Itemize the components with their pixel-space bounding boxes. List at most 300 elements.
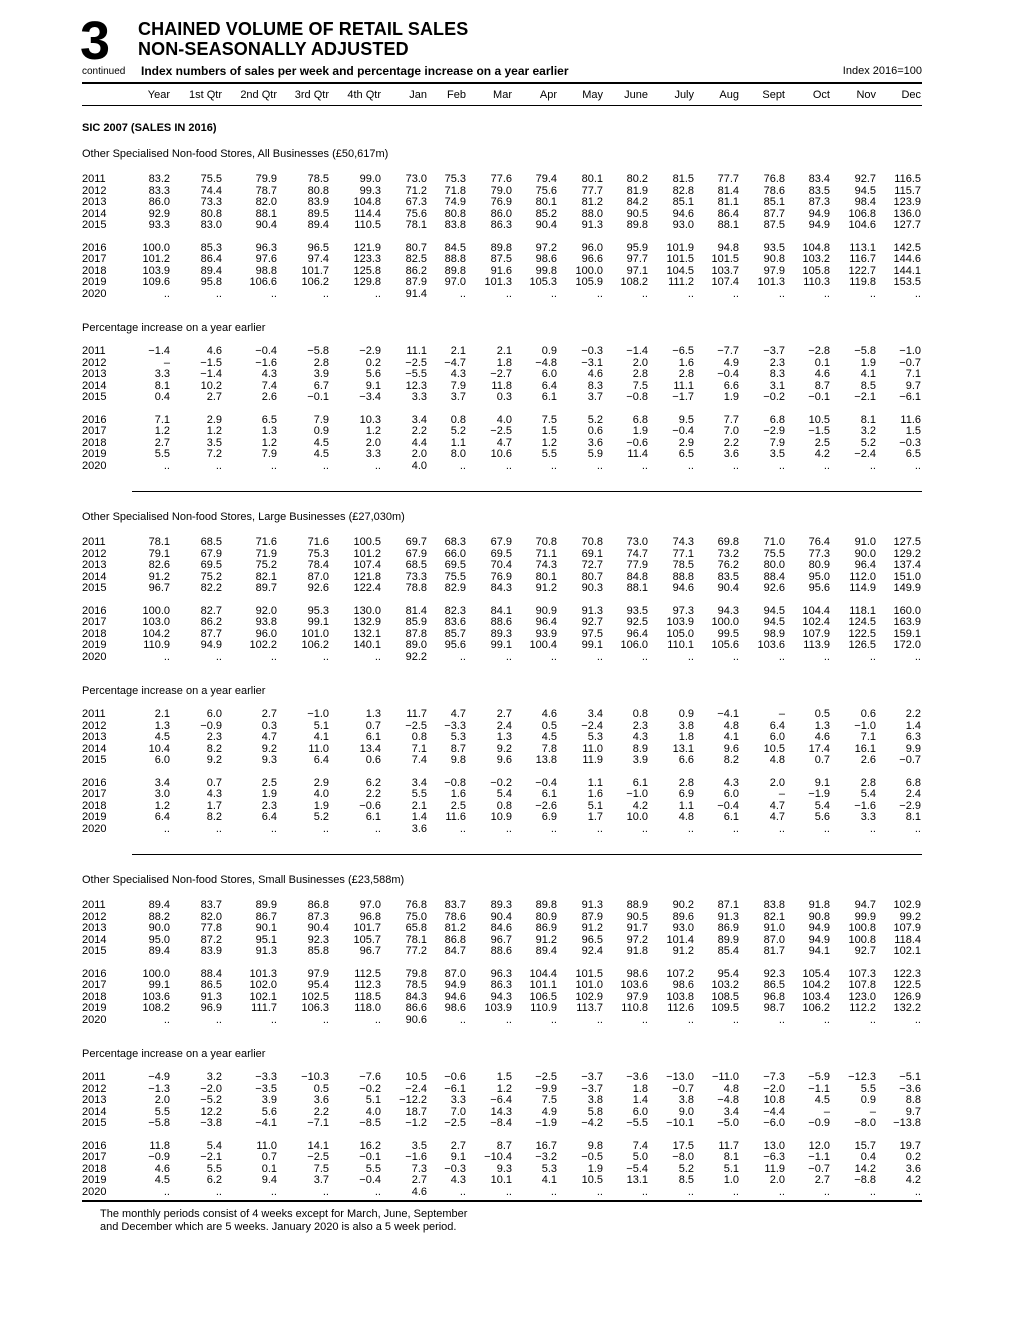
- table-cell: 12.2: [200, 1105, 222, 1118]
- table-cell: 85.2: [535, 207, 557, 220]
- table-cell: −3.3: [255, 1071, 277, 1083]
- table-cell: ..: [459, 287, 466, 300]
- table-cell: 90.6: [405, 1013, 427, 1026]
- table-cell: 122.7: [848, 264, 876, 277]
- table-cell: ..: [596, 650, 603, 663]
- table-cell: 77.9: [626, 559, 648, 571]
- table-cell: 2.8: [678, 776, 694, 789]
- table-cell: 11.1: [673, 379, 694, 392]
- table-cell: 97.0: [444, 276, 466, 288]
- year-label: 2012: [82, 1082, 107, 1095]
- table-cell: 2.8: [678, 368, 694, 380]
- table-cell: 95.8: [200, 276, 222, 288]
- table-cell: 98.9: [763, 627, 785, 640]
- table-cell: 68.5: [200, 536, 222, 548]
- table-cell: 2.2: [411, 425, 427, 437]
- table-cell: −7.3: [763, 1071, 785, 1083]
- table-cell: 14.3: [490, 1105, 512, 1118]
- table-cell: 8.0: [450, 448, 466, 460]
- table-cell: 119.8: [849, 276, 876, 288]
- table-cell: 18.7: [405, 1105, 427, 1118]
- table-cell: 1.6: [587, 788, 603, 800]
- table-cell: 107.4: [353, 559, 381, 571]
- table-cell: 7.5: [632, 379, 648, 392]
- table-cell: 101.5: [711, 253, 739, 265]
- table-cell: 105.9: [575, 276, 603, 288]
- table-cell: 104.8: [353, 196, 381, 208]
- table-cell: 123.3: [353, 253, 381, 265]
- table-cell: 92.7: [854, 945, 876, 957]
- header-rule: [82, 105, 922, 106]
- table-cell: –: [778, 788, 785, 800]
- table-cell: 96.9: [200, 1002, 222, 1014]
- table-cell: 7.0: [450, 1105, 466, 1118]
- sic-heading: SIC 2007 (SALES IN 2016): [82, 122, 217, 134]
- table-cell: 9.1: [814, 776, 830, 789]
- table-cell: −1.4: [148, 345, 170, 357]
- table-cell: 85.1: [763, 196, 785, 208]
- table-cell: 9.6: [496, 754, 512, 766]
- table-cell: 9.1: [365, 379, 381, 392]
- column-header: 1st Qtr: [188, 89, 222, 101]
- table-cell: −1.1: [808, 1082, 830, 1095]
- table-cell: 1.3: [261, 425, 277, 437]
- table-cell: ..: [215, 650, 222, 663]
- table-cell: 3.4: [587, 708, 603, 720]
- table-cell: −6.0: [763, 1117, 785, 1129]
- column-header: Year: [147, 89, 170, 101]
- table-cell: 86.3: [490, 219, 512, 231]
- table-cell: 103.2: [711, 979, 739, 991]
- table-cell: 11.8: [491, 379, 512, 392]
- table-cell: −2.5: [307, 1151, 329, 1163]
- table-cell: 84.2: [626, 196, 648, 208]
- table-cell: ..: [869, 287, 876, 300]
- table-cell: 109.5: [711, 1002, 739, 1014]
- table-cell: 160.0: [893, 604, 921, 617]
- table-cell: ..: [270, 1185, 277, 1198]
- table-cell: ..: [732, 1185, 739, 1198]
- table-cell: 86.0: [490, 207, 512, 220]
- table-cell: 67.9: [490, 536, 512, 548]
- table-cell: 4.8: [769, 754, 785, 766]
- table-cell: 104.5: [666, 264, 694, 277]
- table-cell: ..: [270, 1013, 277, 1026]
- table-cell: 8.1: [723, 1151, 739, 1163]
- table-cell: 16.7: [535, 1139, 557, 1152]
- table-cell: 87.7: [200, 627, 222, 640]
- table-cell: 0.8: [632, 708, 648, 720]
- table-cell: −2.5: [490, 425, 512, 437]
- table-cell: 89.3: [490, 627, 512, 640]
- table-cell: −0.4: [672, 425, 694, 437]
- table-cell: 13.0: [763, 1139, 785, 1152]
- table-cell: 86.8: [444, 933, 466, 946]
- table-cell: 3.3: [860, 811, 876, 823]
- pct-row: [0, 732, 1020, 743]
- table-cell: −10.3: [301, 1071, 329, 1083]
- table-cell: −1.2: [405, 1117, 427, 1129]
- table-cell: 86.4: [200, 253, 222, 265]
- table-cell: 3.4: [154, 776, 170, 789]
- table-cell: 89.4: [148, 945, 170, 957]
- table-cell: 96.0: [581, 241, 603, 254]
- table-cell: 172.0: [893, 639, 921, 651]
- table-cell: 99.3: [359, 184, 381, 197]
- table-cell: −0.7: [672, 1082, 694, 1095]
- table-cell: 3.6: [411, 822, 427, 835]
- table-cell: ..: [869, 650, 876, 663]
- table-cell: ..: [505, 822, 512, 835]
- year-label: 2012: [82, 547, 107, 560]
- table-cell: 5.9: [587, 448, 603, 460]
- table-cell: 1.4: [905, 719, 921, 732]
- table-cell: 8.1: [860, 413, 876, 426]
- table-cell: 2.7: [261, 708, 277, 720]
- table-cell: −10.4: [484, 1151, 512, 1163]
- table-cell: 122.5: [893, 979, 921, 991]
- table-cell: 9.3: [261, 754, 277, 766]
- table-cell: 100.4: [529, 639, 557, 651]
- pct-row: [0, 1141, 1020, 1152]
- table-cell: 82.7: [200, 604, 222, 617]
- table-cell: 85.9: [405, 616, 427, 628]
- table-cell: 76.8: [405, 899, 427, 911]
- year-label: 2019: [82, 1174, 107, 1186]
- table-cell: 86.5: [200, 979, 222, 991]
- pct-row: [0, 1187, 1020, 1198]
- index-row: [0, 174, 1020, 185]
- table-cell: 2.5: [261, 776, 277, 789]
- table-cell: 89.4: [200, 264, 222, 277]
- column-header: 4th Qtr: [347, 89, 381, 101]
- table-cell: 2.6: [261, 391, 277, 403]
- bottom-rule: [82, 1200, 922, 1202]
- table-cell: ..: [215, 287, 222, 300]
- index-row: [0, 1015, 1020, 1026]
- table-cell: 70.4: [490, 559, 512, 571]
- table-cell: ..: [322, 822, 329, 835]
- table-cell: ..: [215, 822, 222, 835]
- pct-row: [0, 392, 1020, 403]
- table-cell: 87.0: [444, 967, 466, 980]
- table-cell: ..: [641, 459, 648, 472]
- table-cell: −8.5: [359, 1117, 381, 1129]
- table-cell: −12.3: [848, 1071, 876, 1083]
- table-cell: 77.2: [405, 945, 427, 957]
- table-cell: ..: [914, 1185, 921, 1198]
- table-cell: 7.9: [769, 436, 785, 449]
- table-cell: 94.5: [854, 184, 876, 197]
- index-row: [0, 912, 1020, 923]
- table-cell: 95.4: [307, 979, 329, 991]
- table-cell: −0.4: [717, 799, 739, 812]
- table-cell: 6.5: [678, 448, 694, 460]
- table-cell: 0.9: [860, 1094, 876, 1106]
- year-label: 2018: [82, 799, 107, 812]
- year-label: 2018: [82, 436, 107, 449]
- table-cell: 97.9: [763, 264, 785, 277]
- table-cell: 80.7: [581, 570, 603, 583]
- table-cell: 89.6: [672, 910, 694, 923]
- table-cell: −7.7: [717, 345, 739, 357]
- table-cell: 88.4: [200, 967, 222, 980]
- table-cell: 88.1: [717, 219, 739, 231]
- table-cell: −12.2: [399, 1094, 427, 1106]
- index-row: [0, 980, 1020, 991]
- table-cell: 1.7: [206, 799, 222, 812]
- table-cell: 102.5: [301, 990, 329, 1003]
- table-cell: 112.3: [354, 979, 381, 991]
- table-cell: 123.9: [893, 196, 921, 208]
- table-cell: ..: [778, 1185, 785, 1198]
- table-cell: 5.1: [723, 1162, 739, 1175]
- table-cell: 3.8: [678, 1094, 694, 1106]
- table-cell: 4.8: [678, 811, 694, 823]
- table-cell: 105.7: [353, 933, 381, 946]
- table-cell: 91.6: [490, 264, 512, 277]
- table-cell: 77.8: [200, 922, 222, 934]
- table-cell: −1.9: [808, 788, 830, 800]
- table-cell: 5.1: [365, 1094, 381, 1106]
- table-cell: ..: [732, 822, 739, 835]
- table-cell: 99.5: [717, 627, 739, 640]
- table-cell: 5.2: [450, 425, 466, 437]
- table-cell: 113.7: [576, 1002, 603, 1014]
- table-cell: 6.1: [365, 731, 381, 743]
- column-header: Nov: [856, 89, 876, 101]
- table-cell: 90.4: [717, 582, 739, 594]
- table-cell: ..: [459, 459, 466, 472]
- table-cell: −5.5: [626, 1117, 648, 1129]
- table-cell: 100.0: [575, 264, 603, 277]
- year-label: 2020: [82, 459, 107, 472]
- table-cell: 5.4: [814, 799, 830, 812]
- section-title: Other Specialised Non-food Stores, Small Businesses (£23,588m): [82, 874, 405, 886]
- table-cell: 6.4: [769, 719, 785, 732]
- table-cell: −3.8: [200, 1117, 222, 1129]
- table-cell: 78.5: [307, 173, 329, 185]
- table-cell: 95.0: [148, 933, 170, 946]
- table-cell: 101.1: [529, 979, 557, 991]
- table-cell: 7.4: [632, 1139, 648, 1152]
- table-cell: 8.7: [814, 379, 830, 392]
- table-cell: 3.4: [411, 776, 427, 789]
- table-cell: −5.5: [405, 368, 427, 380]
- pct-row: [0, 824, 1020, 835]
- table-cell: 93.0: [672, 922, 694, 934]
- table-cell: ..: [687, 1185, 694, 1198]
- table-cell: 80.1: [535, 570, 557, 583]
- table-cell: −13.0: [666, 1071, 694, 1083]
- table-cell: 6.8: [632, 413, 648, 426]
- table-cell: −2.5: [444, 1117, 466, 1129]
- table-cell: 65.8: [405, 922, 427, 934]
- index-row: [0, 243, 1020, 254]
- table-cell: 91.3: [255, 945, 277, 957]
- table-cell: –: [778, 708, 785, 720]
- table-cell: 127.5: [893, 536, 921, 548]
- table-cell: 76.9: [490, 570, 512, 583]
- table-cell: 81.9: [626, 184, 648, 197]
- table-cell: 5.6: [365, 368, 381, 380]
- table-cell: 118.0: [354, 1002, 381, 1014]
- table-cell: 6.0: [723, 788, 739, 800]
- table-cell: −0.9: [200, 719, 222, 732]
- table-cell: ..: [914, 650, 921, 663]
- table-cell: −0.4: [359, 1174, 381, 1186]
- table-cell: 151.0: [893, 570, 921, 583]
- table-cell: 94.6: [672, 207, 694, 220]
- table-cell: 9.2: [261, 742, 277, 755]
- table-cell: 86.3: [490, 979, 512, 991]
- table-cell: ..: [641, 287, 648, 300]
- table-cell: −5.8: [854, 345, 876, 357]
- table-cell: 3.2: [206, 1071, 222, 1083]
- table-cell: 1.8: [496, 356, 512, 369]
- table-cell: 3.1: [769, 379, 785, 392]
- table-cell: 103.9: [666, 616, 694, 628]
- table-cell: ..: [270, 822, 277, 835]
- table-cell: 89.0: [405, 639, 427, 651]
- table-cell: 2.8: [632, 368, 648, 380]
- table-cell: 17.4: [808, 742, 830, 755]
- table-cell: 82.6: [148, 559, 170, 571]
- table-cell: −3.7: [581, 1071, 603, 1083]
- table-cell: 10.0: [626, 811, 648, 823]
- year-label: 2014: [82, 379, 107, 392]
- table-cell: 78.8: [405, 582, 427, 594]
- table-cell: 100.0: [711, 616, 739, 628]
- table-cell: 4.8: [723, 719, 739, 732]
- table-cell: 0.6: [860, 708, 876, 720]
- table-cell: −2.1: [854, 391, 876, 403]
- table-cell: 89.3: [490, 899, 512, 911]
- table-cell: −8.0: [854, 1117, 876, 1129]
- table-cell: 142.5: [893, 241, 921, 254]
- table-cell: −4.2: [581, 1117, 603, 1129]
- page-title: [138, 19, 468, 59]
- table-cell: 6.9: [541, 811, 557, 823]
- table-cell: 89.9: [255, 899, 277, 911]
- table-cell: 99.1: [581, 639, 603, 651]
- table-cell: 5.2: [313, 811, 329, 823]
- year-label: 2019: [82, 448, 107, 460]
- year-label: 2018: [82, 990, 107, 1003]
- table-cell: 85.8: [307, 945, 329, 957]
- table-cell: 80.9: [808, 559, 830, 571]
- table-cell: 0.3: [496, 391, 512, 403]
- table-cell: 89.4: [148, 899, 170, 911]
- year-label: 2015: [82, 945, 107, 957]
- table-cell: ..: [869, 1185, 876, 1198]
- table-cell: 6.9: [678, 788, 694, 800]
- index-reference: Index 2016=100: [842, 65, 922, 77]
- table-cell: ..: [914, 459, 921, 472]
- table-cell: 8.8: [905, 1094, 921, 1106]
- year-label: 2014: [82, 570, 107, 583]
- table-cell: 0.1: [261, 1162, 277, 1175]
- index-row: [0, 640, 1020, 651]
- section-separator: [132, 491, 922, 492]
- table-cell: 91.8: [626, 945, 648, 957]
- table-cell: 101.3: [249, 967, 277, 980]
- table-cell: 77.7: [581, 184, 603, 197]
- table-cell: −2.7: [490, 368, 512, 380]
- table-cell: 5.5: [860, 1082, 876, 1095]
- table-cell: 112.6: [667, 1002, 694, 1014]
- table-cell: 105.3: [529, 276, 557, 288]
- table-cell: 73.0: [405, 173, 427, 185]
- table-cell: 5.5: [206, 1162, 222, 1175]
- column-header: 2nd Qtr: [240, 89, 277, 101]
- table-cell: 100.0: [142, 967, 170, 980]
- table-cell: 0.1: [814, 356, 830, 369]
- table-cell: 106.2: [301, 639, 329, 651]
- table-cell: 2.8: [860, 776, 876, 789]
- table-cell: 129.2: [893, 547, 921, 560]
- table-cell: 8.2: [723, 754, 739, 766]
- year-label: 2015: [82, 582, 107, 594]
- table-cell: 94.6: [444, 990, 466, 1003]
- table-cell: 91.3: [581, 219, 603, 231]
- year-label: 2013: [82, 559, 107, 571]
- table-cell: 97.5: [581, 627, 603, 640]
- table-cell: 93.3: [148, 219, 170, 231]
- table-cell: ..: [914, 287, 921, 300]
- table-cell: 6.0: [769, 731, 785, 743]
- table-cell: 68.5: [405, 559, 427, 571]
- section-separator: [132, 854, 922, 855]
- table-cell: ..: [505, 650, 512, 663]
- table-cell: 6.8: [905, 776, 921, 789]
- year-label: 2013: [82, 731, 107, 743]
- table-cell: 17.5: [672, 1139, 694, 1152]
- table-cell: 0.6: [365, 754, 381, 766]
- table-cell: ..: [778, 650, 785, 663]
- table-cell: ..: [823, 459, 830, 472]
- table-cell: 103.4: [802, 990, 830, 1003]
- table-cell: 0.4: [860, 1151, 876, 1163]
- table-cell: −1.0: [626, 788, 648, 800]
- table-cell: 98.6: [672, 979, 694, 991]
- table-cell: 70.8: [581, 536, 603, 548]
- table-cell: 5.2: [678, 1162, 694, 1175]
- table-cell: −0.4: [255, 345, 277, 357]
- column-header: Aug: [719, 89, 739, 101]
- table-cell: 87.3: [808, 196, 830, 208]
- pct-row: [0, 778, 1020, 789]
- column-header: Oct: [812, 89, 830, 101]
- table-cell: −11.0: [711, 1071, 739, 1083]
- table-cell: 6.1: [365, 811, 381, 823]
- table-cell: 0.6: [587, 425, 603, 437]
- table-cell: −1.5: [200, 356, 222, 369]
- table-cell: 73.0: [626, 536, 648, 548]
- table-cell: ..: [641, 650, 648, 663]
- table-cell: 118.5: [354, 990, 381, 1003]
- table-cell: 11.0: [308, 742, 329, 755]
- table-cell: 2.2: [313, 1105, 329, 1118]
- table-cell: 95.6: [444, 639, 466, 651]
- index-row: [0, 583, 1020, 594]
- table-cell: ..: [459, 822, 466, 835]
- table-cell: −4.1: [717, 708, 739, 720]
- table-cell: 4.1: [541, 1174, 557, 1186]
- table-cell: −4.8: [717, 1094, 739, 1106]
- table-cell: 104.4: [529, 967, 557, 980]
- table-cell: ..: [322, 287, 329, 300]
